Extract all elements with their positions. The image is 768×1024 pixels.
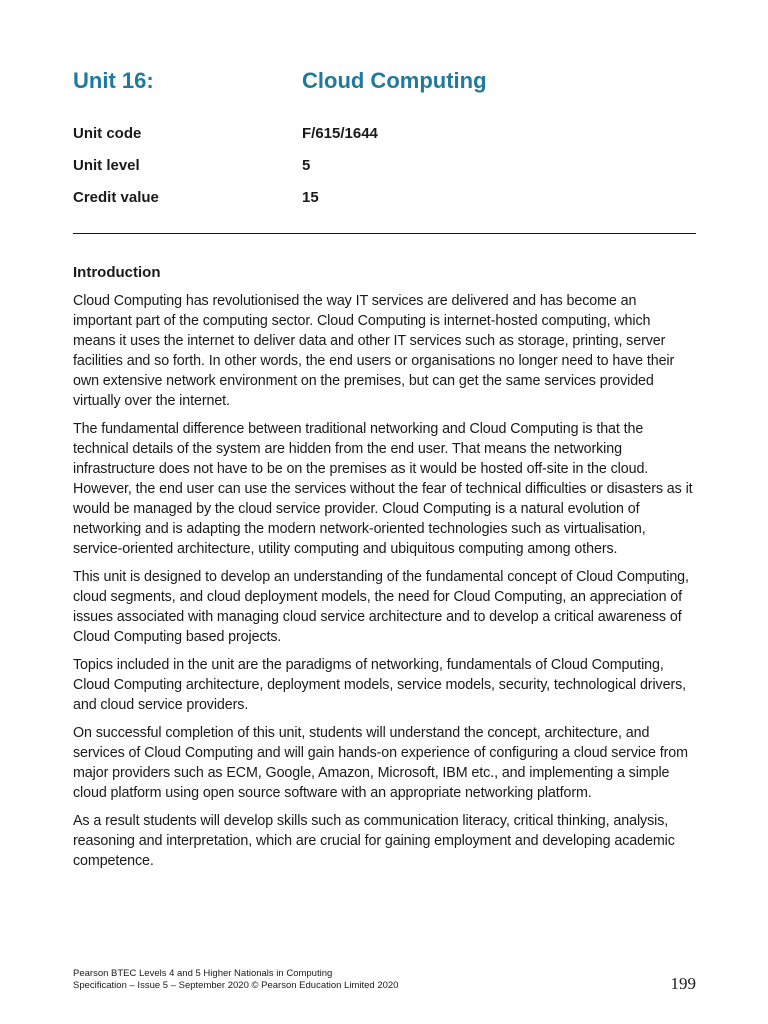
paragraph: This unit is designed to develop an understanding of the fundamental concept of Cloud Computing, cloud segments, and cloud deployment models, the need for Cloud Computing, an appreciation of issues associated with managing cloud service architecture and to develop a critical awareness of Cloud Computing based projects. [73, 569, 689, 645]
unit-meta-table [73, 125, 696, 221]
meta-row-unit-level [73, 157, 696, 189]
footer-line-copyright: Specification – Issue 5 – September 2020 © Pearson Education Limited 2020 [73, 980, 399, 991]
footer-text [73, 968, 398, 992]
meta-value: 5 [302, 157, 311, 174]
page-footer [73, 968, 696, 998]
meta-row-unit-code [73, 125, 696, 157]
unit-number: Unit 16: [73, 68, 154, 93]
paragraph: The fundamental difference between traditional networking and Cloud Computing is that the technical details of the system are hidden from the end user. That means the networking infrastructure does not have to be on the premises as it would be hosted off-site in the cloud. However, the end user can use the services without the fear of technical difficulties or disasters as it would be managed by the cloud service provider. Cloud Computing is a natural evolution of networking and is adapting the modern network-oriented technologies such as virtualisation, service-oriented architecture, utility computing and ubiquitous computing among others. [73, 421, 693, 557]
section-heading: Introduction [73, 264, 161, 281]
meta-value: F/615/1644 [302, 125, 378, 142]
unit-title: Cloud Computing [302, 68, 487, 93]
meta-label: Unit code [73, 125, 142, 142]
footer-line-publication: Pearson BTEC Levels 4 and 5 Higher Nationals in Computing [73, 968, 333, 979]
paragraph: Cloud Computing has revolutionised the way IT services are delivered and has become an important part of the computing sector. Cloud Computing is internet-hosted computing, which means it uses the internet to deliver data and other IT services such as storage, printing, server facilities and so forth. In other words, the end users or organisations no longer need to have their own extensive network environment on the premises, but can get the same services provided virtually over the internet. [73, 293, 675, 409]
meta-label: Unit level [73, 157, 140, 174]
meta-label: Credit value [73, 189, 159, 206]
paragraph: Topics included in the unit are the paradigms of networking, fundamentals of Cloud Computing, Cloud Computing architecture, deployment models, service models, security, technological drivers, and cloud service providers. [73, 657, 687, 713]
introduction-section [73, 264, 696, 879]
unit-header [73, 68, 696, 102]
paragraph: On successful completion of this unit, students will understand the concept, architecture, and services of Cloud Computing and will gain hands-on experience of configuring a cloud service from major providers such as ECM, Google, Amazon, Microsoft, IBM etc., and implementing a simple cloud platform using open source software with an appropriate networking platform. [73, 725, 688, 801]
meta-row-credit-value [73, 189, 696, 221]
paragraph: As a result students will develop skills such as communication literacy, critical thinking, analysis, reasoning and interpretation, which are crucial for gaining employment and developing academic competence. [73, 813, 675, 869]
meta-value: 15 [302, 189, 319, 206]
divider [73, 233, 696, 234]
page-number: 199 [670, 974, 696, 993]
